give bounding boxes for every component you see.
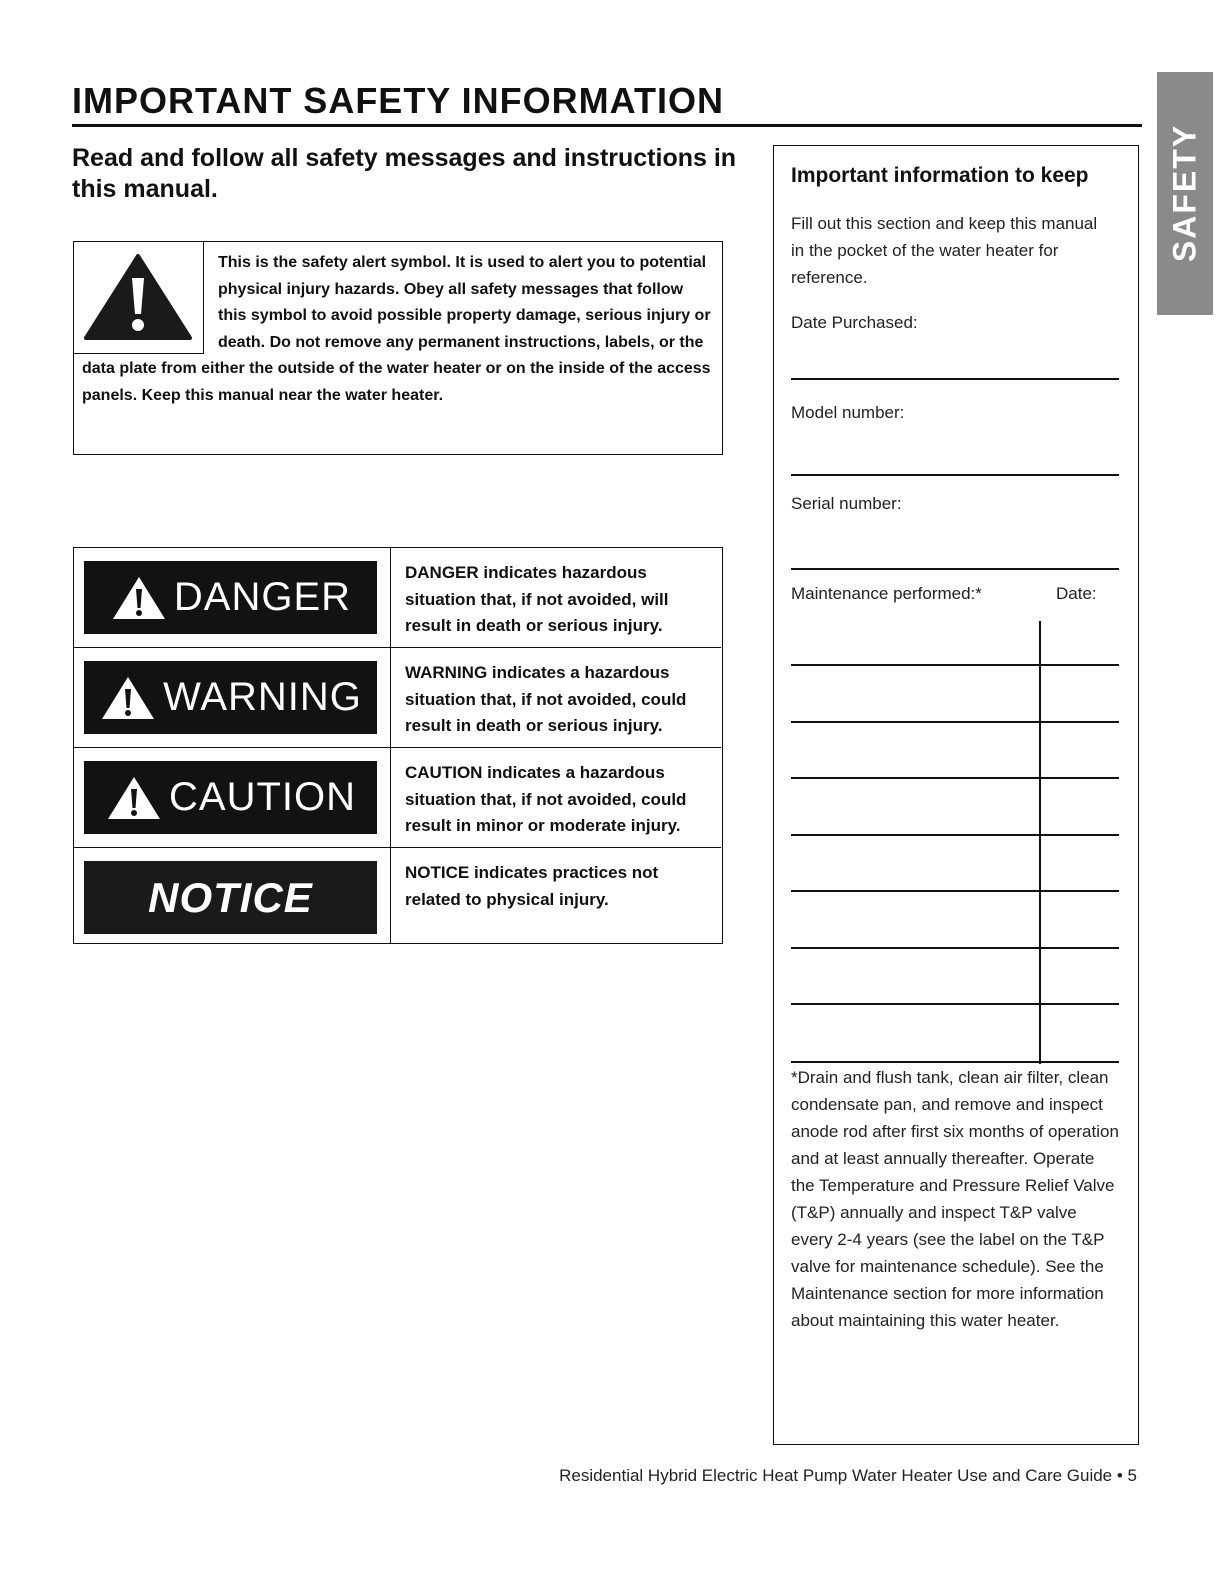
date-purchased-label: Date Purchased:	[791, 313, 918, 332]
notice-label: NOTICE	[148, 873, 313, 921]
date-purchased-line[interactable]	[791, 378, 1119, 380]
maintenance-row-line[interactable]	[791, 834, 1119, 836]
info-to-keep-intro: Fill out this section and keep this manual in the pocket of the water heater for reference.	[791, 214, 1098, 287]
signal-word-table	[73, 547, 723, 944]
info-to-keep-box	[773, 145, 1139, 1445]
maintenance-row-line[interactable]	[791, 721, 1119, 723]
danger-badge	[84, 561, 377, 634]
notice-description: NOTICE indicates practices not related to physical injury.	[405, 863, 659, 909]
maintenance-date-label: Date:	[1056, 584, 1097, 603]
danger-description: DANGER indicates hazardous situation that, if not avoided, will result in death or serious injury.	[405, 563, 669, 635]
maintenance-label: Maintenance performed:*	[791, 584, 982, 603]
signal-row-warning	[74, 648, 721, 748]
maintenance-row-line[interactable]	[791, 664, 1119, 666]
info-to-keep-title: Important information to keep	[791, 164, 1089, 187]
warning-description: WARNING indicates a hazardous situation that, if not avoided, could result in death or serious injury.	[405, 663, 687, 735]
serial-number-label: Serial number:	[791, 494, 902, 513]
section-tab-label: SAFETY	[1166, 123, 1203, 263]
signal-row-danger	[74, 548, 721, 648]
page-footer: Residential Hybrid Electric Heat Pump Water Heater Use and Care Guide • 5	[559, 1466, 1137, 1485]
signal-row-notice	[74, 848, 721, 943]
safety-alert-box	[73, 241, 723, 455]
warning-label: WARNING	[163, 675, 362, 719]
signal-row-caution	[74, 748, 721, 848]
caution-description: CAUTION indicates a hazardous situation that, if not avoided, could result in minor or moderate injury.	[405, 763, 687, 835]
maintenance-row-line[interactable]	[791, 777, 1119, 779]
warning-badge	[84, 661, 377, 734]
maintenance-row-line[interactable]	[791, 947, 1119, 949]
caution-label: CAUTION	[169, 775, 356, 819]
maintenance-row-line[interactable]	[791, 890, 1119, 892]
model-number-label: Model number:	[791, 403, 905, 422]
alert-triangle-icon	[110, 573, 168, 623]
model-number-line[interactable]	[791, 474, 1119, 476]
page-subheading: Read and follow all safety messages and instructions in this manual.	[72, 144, 737, 203]
maintenance-footnote: *Drain and flush tank, clean air filter, clean condensate pan, and remove and inspect anode rod after first six months of operation and at least annually thereafter. Operate the Temperature and Pressure Relief Valve (T&P) annually and inspect T&P valve every 2-4 years (see the label on the T&P valve for maintenance schedule). See the Maintenance section for more information about maintaining this water heater.	[791, 1068, 1119, 1330]
danger-label: DANGER	[173, 575, 352, 619]
maintenance-row-line[interactable]	[791, 1061, 1119, 1063]
alert-triangle-icon	[99, 673, 157, 723]
page-title: IMPORTANT SAFETY INFORMATION	[72, 80, 724, 121]
notice-badge	[84, 861, 377, 934]
maintenance-column-divider	[1039, 621, 1041, 1064]
caution-badge	[84, 761, 377, 834]
safety-alert-text: This is the safety alert symbol. It is used to alert you to potential physical injury hazards. Obey all safety messages that follow this symbol to avoid possible property damage, serious injury or death. Do not remove any permanent instructions, labels, or the data plate from either the outside of the water heater or on the inside of the access panels. Keep this manual near the water heater.	[82, 254, 711, 404]
serial-number-line[interactable]	[791, 568, 1119, 570]
maintenance-row-line[interactable]	[791, 1003, 1119, 1005]
title-divider	[72, 124, 1142, 127]
alert-triangle-icon	[105, 773, 163, 823]
